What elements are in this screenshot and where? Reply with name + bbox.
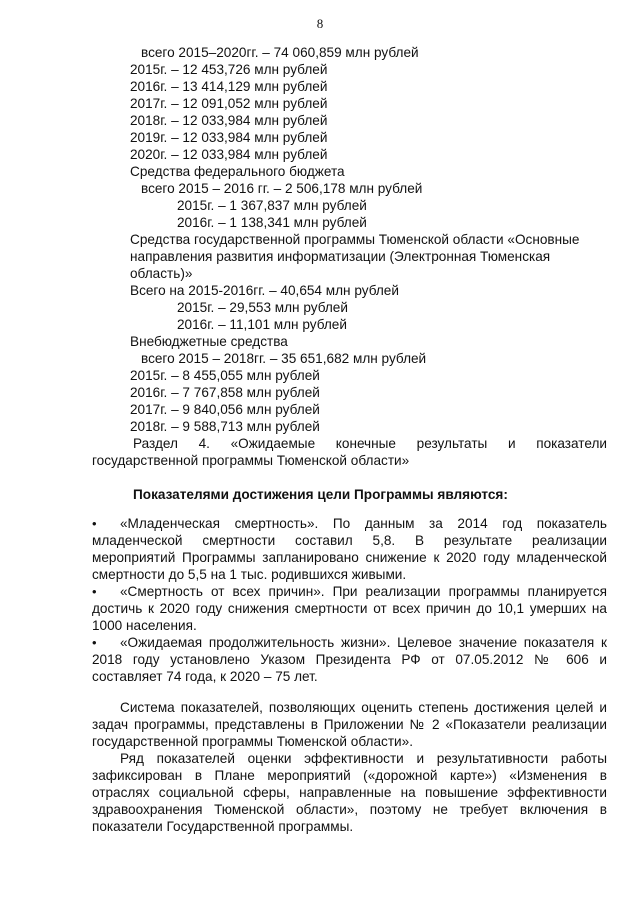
funding-line: 2015г. – 1 367,837 млн рублей bbox=[177, 198, 367, 213]
goal-heading: Показателями достижения цели Программы являются: bbox=[133, 487, 508, 502]
funding-line: 2016г. – 7 767,858 млн рублей bbox=[130, 385, 320, 400]
bullet-line: «Ожидаемая продолжительность жизни». Целевое значение показателя к bbox=[120, 635, 607, 650]
funding-line: направления развития информатизации (Электронная Тюменская bbox=[130, 249, 551, 264]
section-heading-line: государственной программы Тюменской области» bbox=[92, 453, 410, 468]
bullet-line: смертности до 5,5 на 1 тыс. родившихся живыми. bbox=[92, 567, 407, 582]
bullet-line: «Смертность от всех причин». При реализации программы планируется bbox=[120, 584, 607, 599]
bullet-icon: • bbox=[92, 635, 97, 650]
bullet-icon: • bbox=[92, 516, 97, 531]
paragraph-line: зафиксирован в Плане мероприятий («дорожной карте») «Изменения в bbox=[92, 768, 607, 783]
funding-line: 2019г. – 12 033,984 млн рублей bbox=[130, 130, 328, 145]
bullet-line: «Младенческая смертность». По данным за 2014 год показатель bbox=[120, 516, 607, 531]
bullet-line: 2018 году установлено Указом Президента РФ от 07.05.2012 № 606 и bbox=[92, 652, 607, 667]
funding-line: 2015г. – 8 455,055 млн рублей bbox=[130, 368, 320, 383]
page-number: 8 bbox=[316, 16, 324, 31]
paragraph-line: государственной программы Тюменской области». bbox=[92, 734, 413, 749]
funding-line: всего 2015–2020гг. – 74 060,859 млн рублей bbox=[141, 45, 419, 60]
paragraph-line: отраслях социальной сферы, направленные на повышение эффективности bbox=[92, 785, 607, 800]
funding-line: 2015г. – 12 453,726 млн рублей bbox=[130, 62, 328, 77]
paragraph-line: здравоохранения Тюменской области», поэтому не требует включения в bbox=[92, 802, 607, 817]
bullet-line: достичь к 2020 году снижения смертности от всех причин до 10,1 умерших на bbox=[92, 601, 607, 616]
funding-line: 2015г. – 29,553 млн рублей bbox=[177, 300, 348, 315]
paragraph-line: Система показателей, позволяющих оценить степень достижения целей и bbox=[120, 700, 607, 715]
funding-line: 2016г. – 11,101 млн рублей bbox=[177, 317, 347, 332]
paragraph-line: Ряд показателей оценки эффективности и результативности работы bbox=[120, 751, 607, 766]
bullet-line: мероприятий Программы запланировано снижение к 2020 году младенческой bbox=[92, 550, 607, 565]
section-heading-line: Раздел 4. «Ожидаемые конечные результаты и показатели bbox=[133, 436, 607, 451]
funding-line: Средства федерального бюджета bbox=[130, 164, 345, 179]
funding-line: Средства государственной программы Тюменской области «Основные bbox=[130, 232, 580, 247]
paragraph-line: показатели Государственной программы. bbox=[92, 819, 354, 834]
funding-line: всего 2015 – 2016 гг. – 2 506,178 млн рублей bbox=[141, 181, 423, 196]
bullet-line: младенческой смертности составил 5,8. В результате реализации bbox=[92, 533, 607, 548]
funding-line: область)» bbox=[130, 266, 193, 281]
funding-line: Внебюджетные средства bbox=[130, 334, 288, 349]
bullet-line: 1000 населения. bbox=[92, 618, 197, 633]
funding-line: 2018г. – 9 588,713 млн рублей bbox=[130, 419, 320, 434]
funding-line: 2017г. – 9 840,056 млн рублей bbox=[130, 402, 320, 417]
funding-line: 2016г. – 1 138,341 млн рублей bbox=[177, 215, 367, 230]
funding-line: 2017г. – 12 091,052 млн рублей bbox=[130, 96, 328, 111]
bullet-line: составляет 74 года, к 2020 – 75 лет. bbox=[92, 669, 318, 684]
bullet-icon: • bbox=[92, 584, 97, 599]
funding-line: 2020г. – 12 033,984 млн рублей bbox=[130, 147, 328, 162]
funding-line: Всего на 2015-2016гг. – 40,654 млн рублей bbox=[130, 283, 399, 298]
funding-line: всего 2015 – 2018гг. – 35 651,682 млн рублей bbox=[141, 351, 427, 366]
funding-line: 2018г. – 12 033,984 млн рублей bbox=[130, 113, 328, 128]
paragraph-line: задач программы, представлены в Приложении № 2 «Показатели реализации bbox=[92, 717, 607, 732]
funding-line: 2016г. – 13 414,129 млн рублей bbox=[130, 79, 328, 94]
